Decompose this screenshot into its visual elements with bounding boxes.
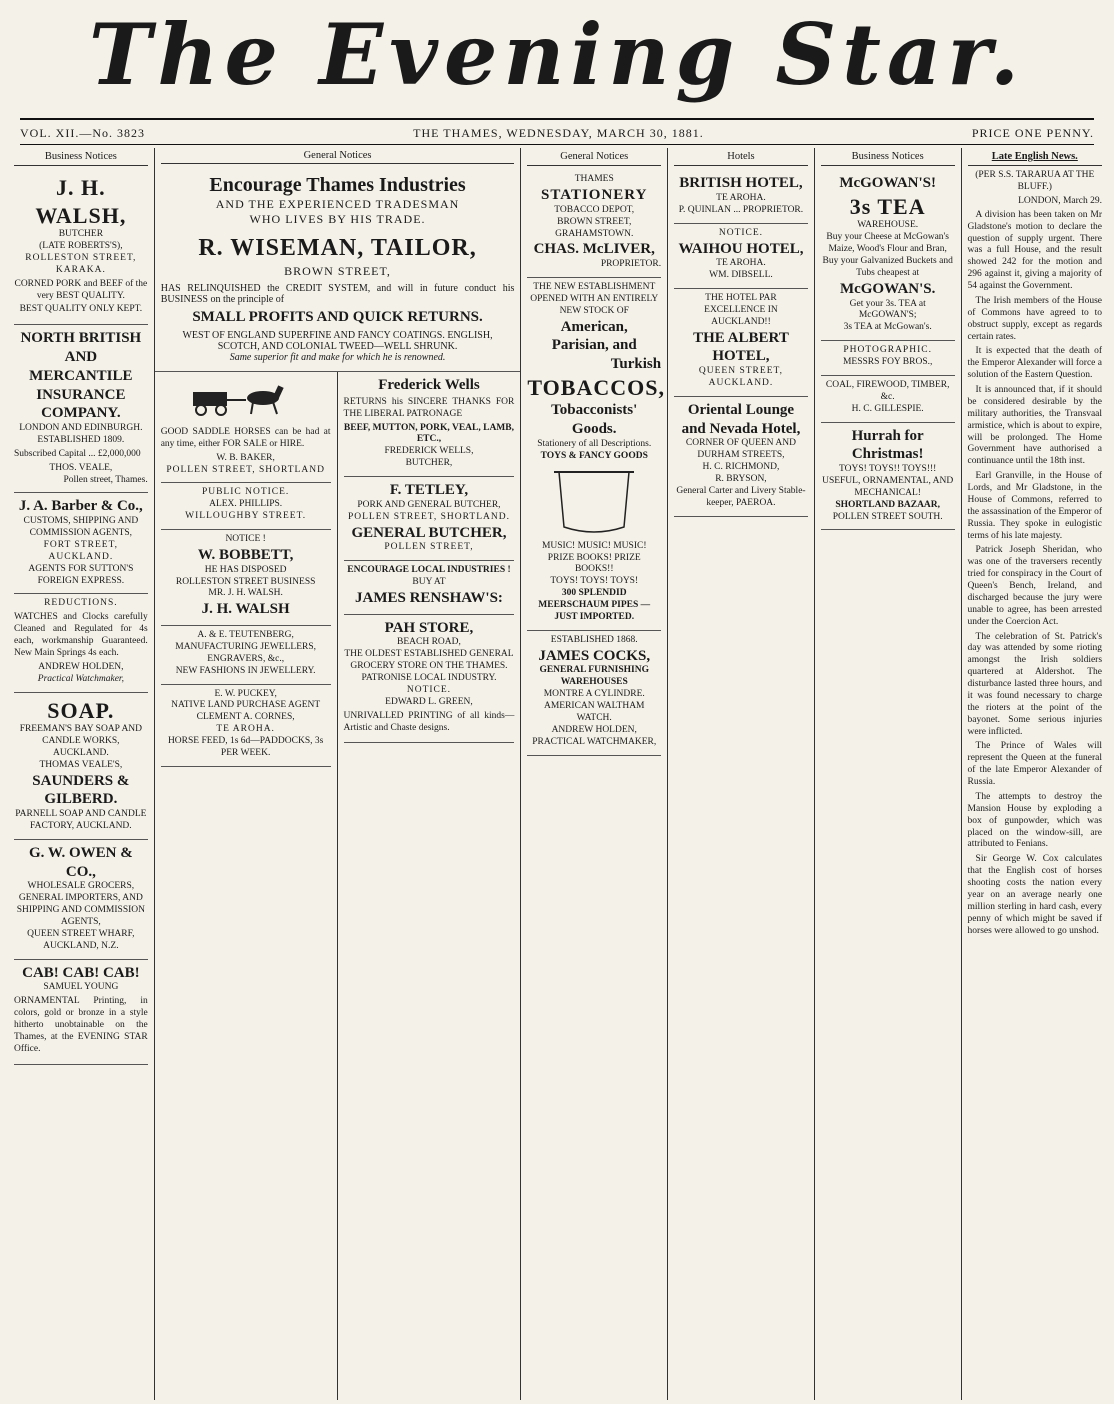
- address: QUEEN STREET, AUCKLAND.: [698, 366, 783, 388]
- ad-line: BEEF, MUTTON, PORK, VEAL, LAMB, ETC.,: [343, 422, 514, 445]
- ad-subline: AND THE EXPERIENCED TRADESMAN: [215, 197, 460, 211]
- coal-ad: [821, 376, 955, 423]
- ad-line: PRIZE BOOKS! PRIZE BOOKS!!: [547, 552, 641, 575]
- column-4: [521, 148, 668, 1400]
- ad-title: SOAP.: [47, 697, 115, 723]
- place-date: THE THAMES, WEDNESDAY, MARCH 30, 1881.: [413, 125, 704, 140]
- news-paragraph: Patrick Joseph Sheridan, who was one of the traversers recently tried for conspiracy in the Court of Queen's Bench, Ireland, and discharged because the jury were unable to agree, has been arrested under the Coercion Act.: [967, 545, 1103, 627]
- columns-2-3-lower: [155, 372, 521, 1400]
- albert-hotel-ad: [674, 289, 808, 397]
- advertiser-name: SHORTLAND BAZAAR,: [835, 499, 941, 510]
- advertiser-name: Oriental Lounge and Nevada Hotel,: [681, 401, 801, 437]
- ad-line: TOBACCO DEPOT,: [554, 204, 635, 215]
- walsh-ad: [14, 170, 148, 325]
- ad-title: THE HOTEL PAR EXCELLENCE IN AUCKLAND!!: [704, 293, 778, 327]
- owen-ad: [14, 840, 148, 960]
- ad-line: 3s TEA at McGowan's.: [843, 322, 932, 333]
- address: CORNER OF QUEEN AND DURHAM STREETS,: [685, 438, 796, 461]
- agent-name: THOMAS VEALE'S,: [39, 759, 123, 770]
- ad-line: USEFUL, ORNAMENTAL, AND MECHANICAL!: [822, 475, 954, 498]
- newspaper-title: The Evening Star.: [88, 5, 1026, 104]
- renshaw-ad: [344, 561, 515, 615]
- barber-ad: [14, 493, 148, 594]
- ad-line: TOYS! TOYS!! TOYS!!!: [839, 464, 937, 474]
- cocks-ad: [527, 631, 661, 756]
- ad-title: PUBLIC NOTICE.: [201, 487, 290, 498]
- ad-policy: SMALL PROFITS AND QUICK RETURNS.: [192, 309, 483, 325]
- advertiser-name: JAMES COCKS,: [538, 647, 651, 664]
- address: TE AROHA.: [216, 724, 275, 735]
- advertiser-name: R. BRYSON,: [715, 474, 767, 484]
- music-banner-icon: [549, 467, 639, 537]
- ad-title: THE NEW ESTABLISHMENT: [533, 282, 656, 292]
- ad-line: Parisian, and: [551, 337, 637, 354]
- address: WILLOUGHBY STREET.: [185, 511, 307, 522]
- ad-text: Same superior fit and make for which he is renowned.: [229, 352, 446, 363]
- ad-line: PORK AND GENERAL BUTCHER,: [357, 499, 501, 510]
- advertiser-name: McGOWAN'S!: [839, 175, 936, 192]
- address: QUEEN STREET WHARF, AUCKLAND, N.Z.: [27, 928, 135, 951]
- ad-line: TOYS! TOYS! TOYS!: [550, 576, 639, 587]
- ad-subtitle: FREEMAN'S BAY SOAP AND CANDLE WORKS, AUCKLAND.: [19, 724, 143, 758]
- proprietor: P. QUINLAN ... PROPRIETOR.: [678, 204, 804, 215]
- advertiser-name: JAMES RENSHAW'S:: [354, 589, 503, 606]
- columns-2-3: [155, 148, 522, 1400]
- advertiser-name: E. W. PUCKEY,: [214, 688, 277, 699]
- masthead-rule: [20, 118, 1094, 120]
- waihou-hotel-ad: [674, 224, 808, 289]
- news-paragraph: A division has been taken on Mr Gladstone's motion to declare the question of supply urgent. There was a full House, and the result showed 242 for the motion and 296 against it, giving a majority of 54 against the Government.: [967, 209, 1103, 291]
- ad-line: WAREHOUSE.: [857, 220, 919, 231]
- ad-title: REDUCTIONS.: [44, 598, 118, 609]
- tetley-ad: [344, 477, 515, 561]
- news-paragraph: It is expected that the death of the Emperor Alexander will force a solution of the Eastern Question.: [967, 346, 1103, 381]
- advertiser-name: W. BOBBETT,: [197, 546, 294, 563]
- dateline-rule: [20, 144, 1094, 145]
- photographic-ad: [821, 341, 955, 376]
- advertiser-name: G. W. OWEN & CO.,: [28, 844, 133, 880]
- news-paragraph: The Irish members of the House of Commons have agreed to to obstruct supply, except as regards certain rates.: [967, 295, 1103, 342]
- ad-text: GOOD SADDLE HORSES can be had at any time, either FOR SALE or HIRE.: [160, 426, 331, 449]
- agent-address: Pollen street, Thames.: [63, 474, 148, 485]
- column-7: [962, 148, 1109, 1400]
- advertiser-name: ANDREW HOLDEN,: [551, 724, 637, 735]
- news-paragraph: The celebration of St. Patrick's day was attended by some rioting amongst the Irish soldiers quartered at Aldershot. The disturbance lasted three hours, and it was found necessary to charge the rioters at the point of the bayonet. Some serious injuries were inflicted.: [967, 631, 1103, 737]
- news-paragraph: The Prince of Wales will represent the Queen at the funeral of the late Emperor Alexander of Russia.: [967, 741, 1103, 787]
- address: ROLLESTON STREET, KARAKA.: [25, 252, 137, 275]
- christmas-ad: [821, 423, 955, 531]
- ad-line: Buy your Galvanized Buckets and Tubs cheapest at: [822, 256, 953, 278]
- ad-line: BUY AT: [412, 577, 446, 587]
- ad-subline: WHO LIVES BY HIS TRADE.: [249, 212, 426, 226]
- news-source: (PER S.S. TARARUA AT THE BLUFF.): [975, 170, 1095, 192]
- ad-line: NEW FASHIONS IN JEWELLERY.: [175, 665, 316, 676]
- pah-store-ad: [344, 615, 515, 744]
- ad-line: 300 SPLENDID MEERSCHAUM PIPES —JUST IMPORTED.: [538, 588, 651, 622]
- column-heading: General Notices: [161, 148, 515, 164]
- news-dateline: LONDON, March 29.: [1018, 195, 1103, 206]
- ad-line: PATRONISE LOCAL INDUSTRY.: [361, 673, 497, 683]
- advertiser-name: H. C. GILLESPIE.: [851, 403, 924, 414]
- ad-line: MANUFACTURING JEWELLERS, ENGRAVERS, &c.,: [175, 641, 316, 664]
- ad-text: UNRIVALLED PRINTING of all kinds—Artistic and Chaste designs.: [343, 710, 515, 733]
- advertiser-name: THE ALBERT HOTEL,: [693, 329, 789, 365]
- ad-title: NOTICE.: [718, 227, 764, 238]
- column-2: [155, 372, 338, 1400]
- trade: BUTCHER: [58, 229, 104, 240]
- teutenberg-ad: [161, 626, 331, 685]
- column-5: [668, 148, 815, 1400]
- mcliver-ad: [527, 170, 661, 278]
- trade-sub: (LATE ROBERTS'S),: [39, 241, 123, 251]
- ad-headline: ENCOURAGE LOCAL INDUSTRIES !: [347, 565, 511, 576]
- ad-title: NOTICE.: [406, 684, 452, 695]
- cab-ad: [14, 960, 148, 1065]
- news-paragraph: The attempts to destroy the Mansion House by exploding a box of gunpowder, which was placed on the window-sill, are attributed to Fenians.: [967, 791, 1103, 850]
- bobbett-ad: [161, 530, 331, 626]
- ad-line: AMERICAN WALTHAM WATCH.: [543, 701, 645, 723]
- column-heading: Hotels: [674, 148, 808, 166]
- ad-headline: Encourage Thames Industries: [209, 174, 466, 196]
- column-heading: General Notices: [527, 148, 661, 166]
- ad-line: MONTRE A CYLINDRE.: [543, 689, 645, 700]
- address: POLLEN STREET,: [384, 542, 474, 553]
- ad-text: ORNAMENTAL Printing, in colors, gold or bronze in a style hitherto unobtainable on the Thames, at the EVENING STAR Office.: [14, 996, 148, 1054]
- ad-line: WHOLESALE GROCERS, GENERAL IMPORTERS, AND SHIPPING AND COMMISSION AGENTS,: [16, 881, 145, 927]
- ad-line: CORNED PORK and BEEF of the very BEST QUALITY.: [14, 278, 148, 301]
- ad-line: GENERAL BUTCHER,: [351, 524, 507, 541]
- advertiser-name: WAIHOU HOTEL,: [678, 240, 804, 257]
- ad-line: TOYS & FANCY GOODS: [540, 450, 648, 461]
- ad-text: WEST OF ENGLAND SUPERFINE AND FANCY COATINGS. ENGLISH, SCOTCH, AND COLONIAL TWEED—WELL SHRUNK.: [182, 330, 493, 352]
- ad-line: TOBACCOS,: [527, 374, 665, 400]
- masthead: [0, 0, 1114, 120]
- baker-ad: [161, 372, 331, 483]
- address: POLLEN STREET, SHORTLAND.: [347, 511, 510, 522]
- proprietor: WM. DIBSELL.: [709, 270, 773, 281]
- column-3: [338, 372, 521, 1400]
- advertiser-role: PRACTICAL WATCHMAKER,: [532, 736, 657, 747]
- ad-title: PHOTOGRAPHIC.: [843, 345, 932, 356]
- ad-line: MUSIC! MUSIC! MUSIC!: [541, 540, 647, 551]
- address: BROWN STREET,: [284, 264, 391, 278]
- ad-headline: 3s TEA: [849, 193, 926, 219]
- ad-title: CAB! CAB! CAB!: [22, 964, 140, 981]
- ad-line: Maize, Wood's Flour and Bran,: [828, 244, 947, 255]
- wells-ad: [344, 372, 515, 477]
- ad-headline: Hurrah for Christmas!: [851, 427, 924, 463]
- ad-line: Stationery of all Descriptions.: [537, 438, 652, 449]
- columns: [8, 148, 1108, 1400]
- advertiser-name: J. A. Barber & Co.,: [18, 498, 143, 515]
- ad-line: THAMES: [574, 174, 614, 185]
- price: PRICE ONE PENNY.: [971, 125, 1094, 140]
- volume-number: VOL. XII.—No. 3823: [20, 125, 145, 140]
- ad-line: BEST QUALITY ONLY KEPT.: [19, 304, 143, 315]
- public-notice-ad: [161, 483, 331, 530]
- reductions-ad: [14, 594, 148, 692]
- ad-title: NORTH BRITISH AND MERCANTILE INSURANCE COMPANY.: [20, 330, 142, 422]
- address: FORT STREET, AUCKLAND.: [43, 539, 119, 562]
- ad-title: NOTICE !: [225, 534, 266, 544]
- puckey-ad: [161, 685, 331, 767]
- soap-ad: [14, 693, 148, 840]
- advertiser-name: SAMUEL YOUNG: [43, 982, 119, 993]
- advertiser-role: PROPRIETOR.: [600, 259, 662, 270]
- advertiser-name: J. H. WALSH,: [35, 175, 127, 228]
- north-british-ad: [14, 325, 148, 493]
- advertiser-name: A. & E. TEUTENBERG,: [197, 630, 294, 640]
- ad-cities: LONDON AND EDINBURGH.: [19, 423, 143, 433]
- advertiser-name: R. WISEMAN, TAILOR,: [198, 235, 477, 261]
- advertiser-name: CLEMENT A. CORNES,: [196, 712, 295, 723]
- advertiser-name: BRITISH HOTEL,: [679, 175, 803, 192]
- ad-line: Get your 3s. TEA at McGOWAN'S;: [849, 298, 926, 321]
- advertiser-name: ALEX. PHILLIPS.: [209, 499, 283, 510]
- ad-line: Tobacconists' Goods.: [551, 402, 638, 438]
- ad-text: RETURNS his SINCERE THANKS FOR THE LIBERAL PATRONAGE: [343, 396, 515, 419]
- column-6: [815, 148, 962, 1400]
- ad-line: CUSTOMS, SHIPPING AND COMMISSION AGENTS,: [23, 516, 139, 538]
- ad-line: American,: [560, 318, 628, 335]
- advertiser-name: W. B. BAKER,: [216, 452, 275, 463]
- wiseman-ad: [155, 166, 521, 372]
- ad-line: OPENED WITH AN ENTIRELY NEW STOCK OF: [530, 293, 659, 316]
- agent-name: THOS. VEALE,: [49, 462, 113, 473]
- ad-title: COAL, FIREWOOD, TIMBER, &c.: [825, 379, 950, 402]
- news-paragraph: Sir George W. Cox calculates that the English cost of horses shooting costs the nation every year on an average nearly one million sterling in hard cash, every penny of which might be saved if horses were allowed to go unshod.: [967, 854, 1103, 936]
- ad-line: Buy your Cheese at McGowan's: [826, 232, 949, 243]
- ad-line: HE HAS DISPOSED: [204, 564, 287, 575]
- dateline: [20, 122, 1094, 144]
- ad-line: HORSE FEED, 1s 6d—PADDOCKS, 3s PER WEEK.: [167, 736, 324, 758]
- address: POLLEN STREET, SHORTLAND: [166, 464, 325, 475]
- ad-title: STATIONERY: [541, 187, 648, 203]
- ad-text: WATCHES and Clocks carefully Cleaned and Regulated for 4s each, workmanship Guaranteed. New Main Springs 4s each.: [14, 612, 148, 658]
- firm-name: SAUNDERS & GILBERD.: [32, 772, 130, 808]
- column-heading: Business Notices: [14, 148, 148, 166]
- advertiser-name: McGOWAN'S.: [839, 280, 936, 297]
- address: BROWN STREET, GRAHAMSTOWN.: [555, 216, 634, 239]
- address: POLLEN STREET SOUTH.: [832, 511, 943, 522]
- advertiser-name: CHAS. McLIVER,: [533, 241, 655, 258]
- ad-line: General Carter and Livery Stable-keeper, PAEROA.: [676, 485, 806, 508]
- ad-established: ESTABLISHED 1809.: [37, 434, 125, 445]
- ad-line: MR. J. H. WALSH.: [208, 588, 283, 599]
- british-hotel-ad: [674, 170, 808, 224]
- advertiser-name: F. TETLEY,: [389, 482, 469, 498]
- advertiser-role: BUTCHER,: [405, 458, 453, 469]
- advertiser-name: EDWARD L. GREEN,: [385, 696, 473, 707]
- ad-line: Turkish: [610, 356, 662, 373]
- address: TE AROHA.: [716, 192, 766, 203]
- column-heading: Late English News.: [968, 148, 1103, 166]
- advertiser-name: PAH STORE,: [384, 619, 474, 636]
- oriental-lounge-ad: [674, 397, 808, 517]
- new-establishment-ad: [527, 278, 665, 631]
- ad-line: ROLLESTON STREET BUSINESS: [175, 576, 316, 587]
- ad-line: ESTABLISHED 1868.: [550, 634, 638, 645]
- ad-line: THE OLDEST ESTABLISHED GENERAL GROCERY STORE ON THE THAMES.: [344, 649, 514, 672]
- news-paragraph: It is announced that, if it should be considered desirable by the military authorities, the Transvaal armistice, which is about to expire, will be prolonged. The Home Government have authorised a continuance until the 18th inst.: [967, 385, 1103, 467]
- factory-name: PARNELL SOAP AND CANDLE FACTORY, AUCKLAND.: [15, 809, 147, 831]
- column-heading: Business Notices: [821, 148, 955, 166]
- address: TE AROHA.: [716, 258, 766, 269]
- advertiser-role: Practical Watchmaker,: [37, 673, 124, 684]
- advertiser-name: Frederick Wells: [378, 377, 480, 393]
- ad-line: GENERAL FURNISHING WAREHOUSES: [539, 665, 649, 688]
- advertiser-name: J. H. WALSH: [201, 601, 290, 618]
- ad-capital: Subscribed Capital ... £2,000,000: [14, 448, 141, 459]
- ad-line: AGENTS FOR SUTTON'S FOREIGN EXPRESS.: [28, 563, 134, 586]
- address: BEACH ROAD,: [397, 637, 461, 648]
- proprietor: H. C. RICHMOND,: [702, 462, 780, 473]
- advertiser-name: FREDERICK WELLS,: [384, 446, 474, 457]
- advertiser-name: ANDREW HOLDEN,: [38, 661, 124, 672]
- mcgowan-ad: [821, 170, 955, 341]
- column-1: [8, 148, 155, 1400]
- ad-text: HAS RELINQUISHED the CREDIT SYSTEM, and will in future conduct his BUSINESS on the principle of: [160, 283, 515, 305]
- news-paragraph: Earl Granville, in the House of Lords, and Mr Gladstone, in the House of Commons, referred to the assassination of the Emperor of Russia. They spoke in eulogistic terms of his late majesty.: [967, 471, 1103, 541]
- horse-carriage-icon: [191, 380, 301, 416]
- ad-line: NATIVE LAND PURCHASE AGENT: [171, 700, 321, 711]
- advertiser-name: MESSRS FOY BROS.,: [842, 357, 933, 367]
